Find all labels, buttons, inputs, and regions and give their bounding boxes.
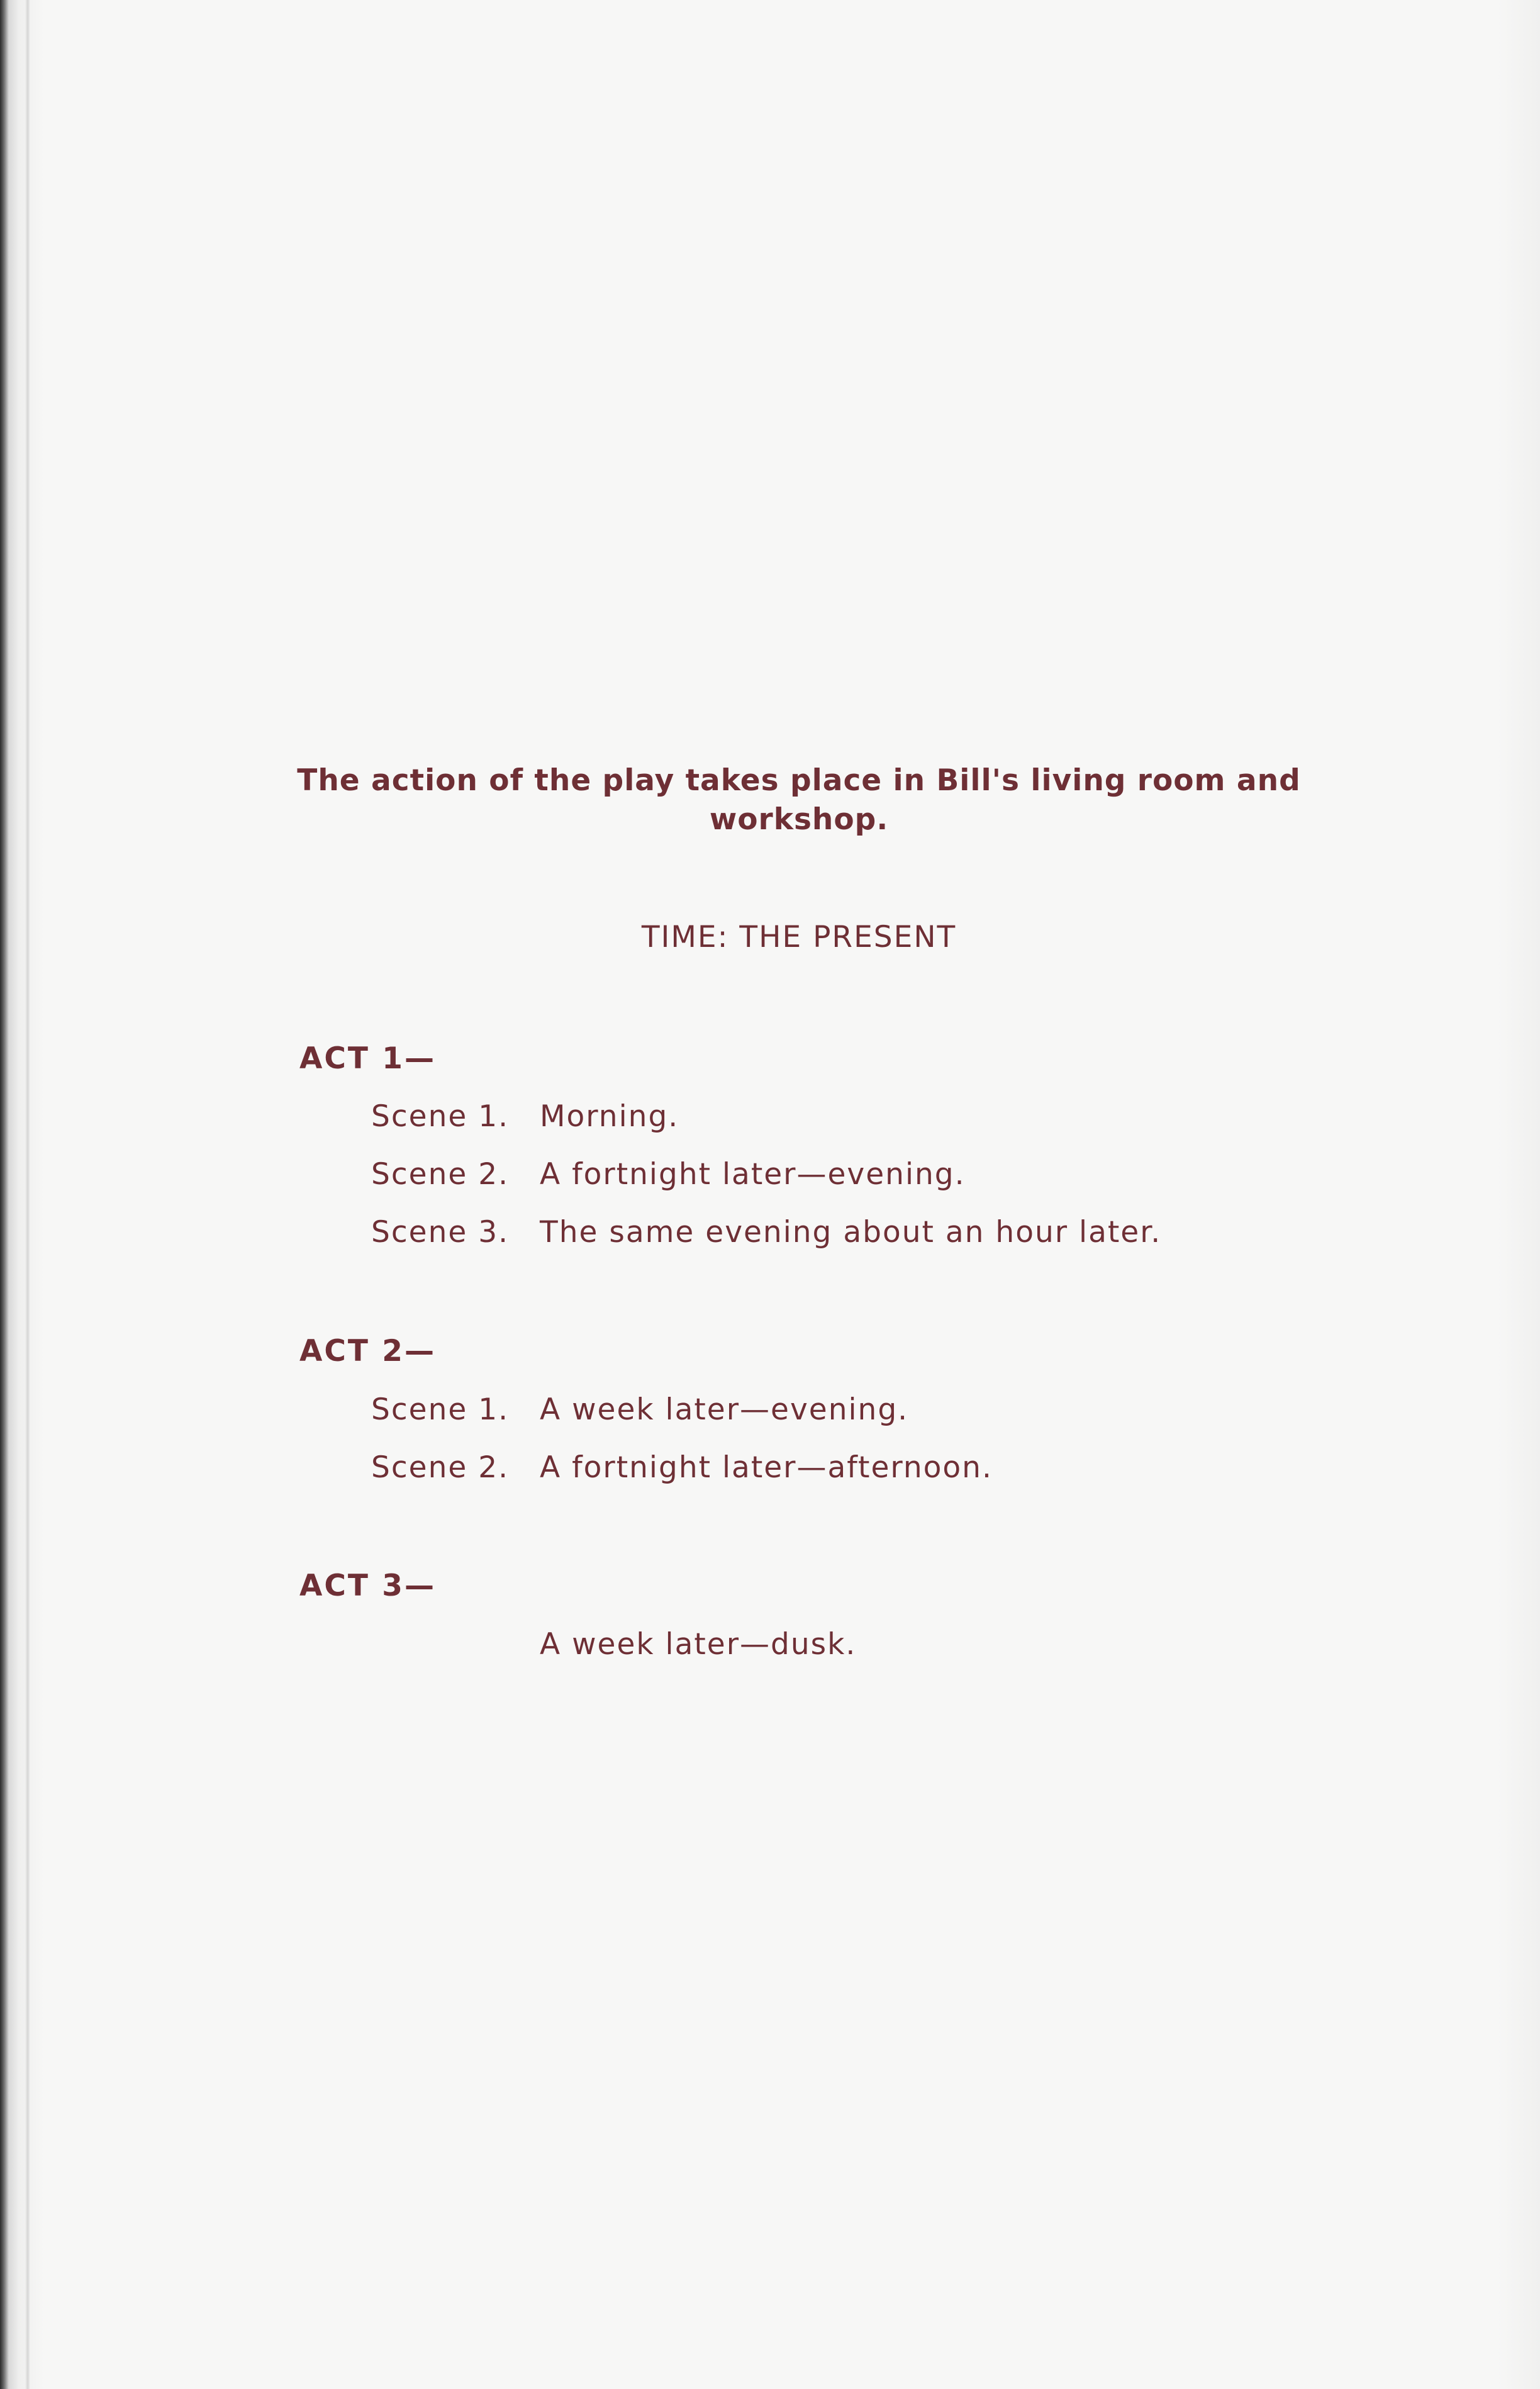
act-2-label: ACT 2— — [299, 1334, 436, 1368]
act-3-label: ACT 3— — [299, 1569, 436, 1603]
scene-label: Scene 2. — [371, 1157, 510, 1192]
scene-description: A fortnight later—evening. — [540, 1157, 966, 1192]
setting-heading: The action of the play takes place in Bill's living room and workshop. — [297, 763, 1301, 837]
scene-description: A week later—evening. — [540, 1392, 909, 1427]
scene-label: Scene 3. — [371, 1215, 510, 1250]
scene-description: A fortnight later—afternoon. — [540, 1450, 993, 1485]
scene-description: A week later—dusk. — [540, 1627, 857, 1662]
scene-description: Morning. — [540, 1099, 679, 1134]
page-fold — [25, 0, 30, 2389]
act-1-label: ACT 1— — [299, 1041, 436, 1076]
scene-label: Scene 1. — [371, 1099, 510, 1134]
scene-label: Scene 2. — [371, 1450, 510, 1485]
scene-description: The same evening about an hour later. — [540, 1215, 1162, 1250]
scene-label: Scene 1. — [371, 1392, 510, 1427]
time-line: TIME: THE PRESENT — [641, 920, 957, 954]
